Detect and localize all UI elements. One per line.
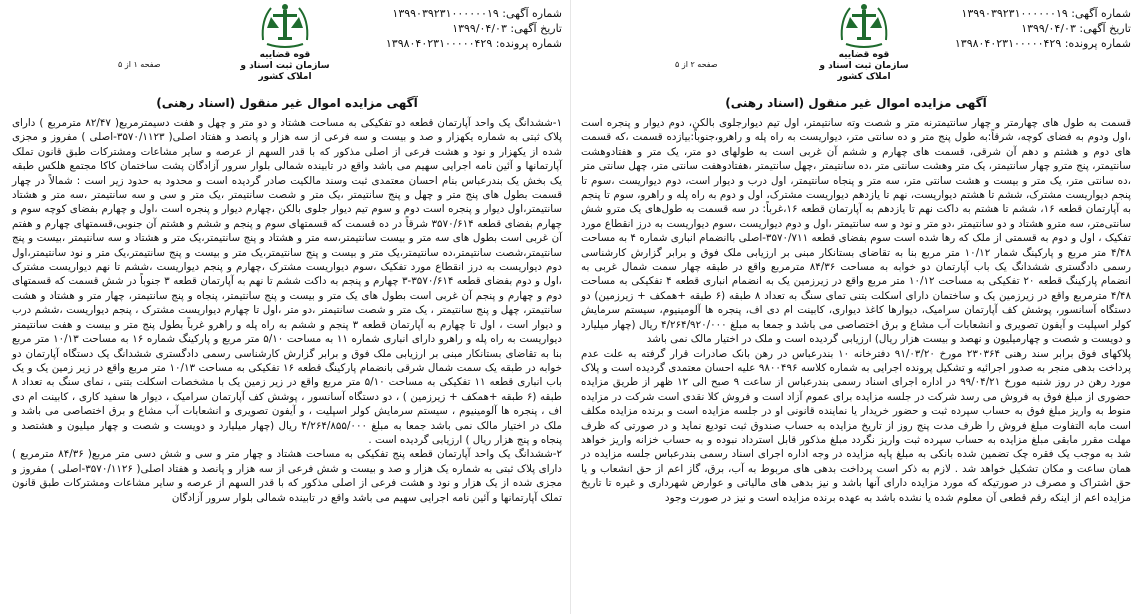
page-number: صفحه ۱ از ۵	[118, 60, 161, 69]
paragraph: پلاکهای فوق برابر سند رهنی ۲۳۰۳۶۴ مورخ ۹۱/۰۳/۲۰ دفترخانه ۱۰ بندرعباس در رهن بانک صادرات قرار گرفته به علت عدم پرداخت بدهی منجر به صدور اجرائیه و تشکیل پرونده اجرایی به شماره کلاسه ۹۸۰۰۴۹۶ علیه احسان معتمدی گردیده است و پلاک مورد رهن در روز شنبه مورخ ۹۹/۰۴/۲۱ در اداره اجرای اسناد رسمی بندرعباس از ساعت ۹ صبح الی ۱۲ ظهر از طریق مزایده حضوری از مبلغ فوق به فروش می رسد شرکت در جلسه مزایده برای عموم آزاد است و فروش کلا نقدی است شرکت در مزایده منوط به واریز مبلغ فوق به حساب سپرده ثبت و حضور خریدار یا نماینده قانونی او در جلسه مزایده است و برنده مزایده مکلف است مابه التفاوت مبلغ فروش را ظرف مدت پنج روز از تاریخ مزایده به حساب صندوق ثبت تودیع نماید و در صورتی که ظرف مهلت مقرر مابقی مبلغ مزایده به حساب سپرده ثبت واریز نگردد مبلغ مذکور قابل استرداد نبوده و به حساب خزانه واریز خواهد شد به موجب یک فقره چک تضمین شده بانکی به مبلغ پایه مزایده در وجه اداره اجرای اسناد رسمی بندرعباس جلسه مزایده در همان ساعت و مکان تشکیل خواهد شد . لازم به ذکر است پرداخت بدهی های مربوط به آب، برق، گاز اعم از حق انشعاب و یا حق اشتراک و مصرف در صورتیکه که مورد مزایده دارای آنها باشد و نیز بدهی های مالیاتی و عوارض شهرداری و غیره تا تاریخ مزایده اعم از اینکه رقم قطعی آن معلوم شده یا نشده باشد به عهده برنده مزایده است و نیز در صورت وجود	[581, 347, 1131, 504]
file-number: شماره پرونده: ۱۳۹۸۰۴۰۲۳۱۰۰۰۰۰۴۲۹	[385, 37, 562, 50]
paragraph: ۲-ششدانگ یک واحد آپارتمان قطعه پنج تفکیکی به مساحت هشتاد و چهار متر و سی و شش دسی متر مربع( ۸۴/۳۶ مترمربع ) دارای پلاک ثبتی به شماره یک هزار و صد و بیست و شش فرعی از سه هزار و پانصد و هفتاد اصلی( ۳۵۷۰/۱۱۲۶-اصلی ) مفروز و مجزی شده از یک هزار و نود و هشت فرعی از اصلی مذکور که با قدر السهم از عرصه و سایر مشاعات ومشترکات طبق قانون تملک آپارتمانها و آئین نامه اجرایی سهیم می باشد واقع در تابینده شمالی بلوار سرور آزادگان	[12, 448, 562, 504]
page-gutter	[570, 0, 571, 614]
file-number: شماره پرونده: ۱۳۹۸۰۴۰۲۳۱۰۰۰۰۰۴۲۹	[954, 37, 1131, 50]
paragraph: ۱-ششدانگ یک واحد آپارتمان قطعه دو تفکیکی به مساحت هشتاد و دو متر و چهل و هفت دسیمترمربع( ۸۲/۴۷ مترمربع ) دارای پلاک ثبتی به شماره یکهزار و صد و بیست و سه فرعی از سه هزار و پانصد و هفتاد اصلی( ۳۵۷۰/۱۱۲۳-اصلی ) مفروز و مجزی شده از یکهزار و نود و هشت فرعی از اصلی مذکور که با قدر السهم از عرصه و سایر مشاعات ومشترکات طبق قانون تملک آپارتمانها و آئین نامه اجرایی سهیم می باشد واقع در تابینده شمالی بلوار سرور آزادگان پشت ساختمان کاکا مجتمع هلکس طبقه یک بخش یک بندرعباس بنام احسان معتمدی ثبت وسند مالکیت صادر گردیده است و محدود به حدود زیر است : شمالاً در چهار قسمت بطول های پنج متر و چهل و پنج سانتیمتر ،یک متر و شصت سانتیمتر ،یک متر و سی و سه سانتیمتر ،سه متر و هشتاد سانتیمتر،اول دیوار و پنجره است دوم و سوم تیم دیوار جلوی بالکن ،چهارم دیوار و پنجره است ،اول و چهارم بفضای کوچه سوم و چهارم بفضای قطعه ۳۵۷۰/۶۱۴ شرقاً در ده قسمت که قسمتهای سوم و پنجم و ششم و هشتم آن جنوبی،قسمتهای چهارم و هفتم آن غربی است بطول های سه متر و بیست سانتیمتر،سه متر و هشتاد و پنج سانتیمتر،یک متر و هشتاد و سه سانتیمتر ،بیست و پنج سانتیمتر،شصت سانتیمتر،ده سانتیمتر،یک متر و بیست و پنج سانتیمتر،یک متر و بیست و پنج سانتیمتر،یک متر و نود سانتیمتر،اول دوم دیواریست به درز انقطاع مورد تفکیک ،سوم دیواریست مشترک ،چهارم و پنجم دیواریست ،ششم تا نهم دیواریست مشترک ،اول و دوم بفضای قطعه ۳۵۷۰/۶۱۴-۳ چهارم و پنجم به داکت ششم تا نهم به آپارتمان قطعه ۳ جنوباً در شش قسمت که قسمتهای دوم و چهارم و پنجم آن غربی است بطول های یک متر و بیست و پنج سانتیمتر، پنجاه و پنج سانتیمتر، چهار متر و هشتاد و هشت سانتیمتر، چهل و پنج سانتیمتر ، یک متر و شصت سانتیمتر ،دو متر ،اول تا چهارم دیواریست مشترک ، پنجم دیواریست ،ششم درب و دیوار است ، اول تا چهارم به آپارتمان قطعه ۳ پنجم و ششم به راه پله و راهرو غرباً بطول پنج متر و بیست و هفت سانتیمتر دیواریست به راه پله و راهرو دارای انباری شماره ۱۱ به مساحت ۵/۱۰ متر مربع و پارکینگ شماره ۱۶ به مساحت ۱۰/۱۳ متر مربع بنا به تقاضای بستانکار مبنی بر ارزیابی ملک فوق و برابر گزارش کارشناسی رسمی دادگستری ششدانگ یک دستگاه آپارتمان دو خوابه در طبقه یک سمت شمال شرقی بانضمام پارکینگ قطعه ۱۶ تفکیکی به مساحت ۱۰/۱۳ متر مربع واقع در زیر زمین یک و یک باب انباری قطعه ۱۱ تفکیکی به مساحت ۵/۱۰ متر مربع واقع در زیر زمین یک با مشخصات اسکلت بتنی ، نمای سنگ به تعداد ۸ طبقه (۶ طبقه +همکف + زیرزمین ) ، دو دستگاه آسانسور ، پوشش کف آپارتمان سرامیک ، دیوار ها سفید کاری ، کابینت ام دی اف ، پنجره ها آلومینیوم ، سیستم سرمایش کولر اسپلیت ، و آیفون تصویری و انشعابات آب مشاع و برق اختصاصی می باشد و ملک در اختیار مالک نمی باشد جمعا به مبلغ ۴/۲۶۴/۸۵۵/۰۰۰ ریال (چهار میلیارد و دویست و شصت و چهار میلیون و هشتصد و پنجاه و پنج هزار ریال ) ارزیابی گردیده است .	[12, 117, 563, 446]
ad-number: شماره آگهی: ۱۳۹۹۰۳۹۲۳۱۰۰۰۰۰۰۱۹	[961, 7, 1131, 20]
emblem-caption: قوه قضاییه	[838, 50, 890, 60]
notice-heading: آگهی مزایده اموال غیر منقول (اسناد رهنی)	[725, 96, 987, 110]
judiciary-emblem	[240, 0, 330, 80]
notice-meta	[386, 6, 562, 51]
document-page-2	[573, 0, 1139, 614]
organization-name: سازمان ثبت اسناد و املاک کشور	[240, 61, 330, 82]
judiciary-emblem	[819, 0, 909, 80]
scales-of-justice-icon	[836, 0, 892, 50]
paragraph: قسمت به طول های چهارمتر و چهار سانتیمترنه متر و شصت وته سانتیمتر، اول تیم دیوارجلوی بالکن، دوم دیوار و پنجره است ،اول ودوم به فضای کوچه، شرقاً:به طول پنج متر و ده سانتی متر، دیواریست به راه پله و راهرو،جنوباً:بیازده قسمت ،که قسمت های دوم و هشتم و دهم آن شرقی، قسمت های چهارم و ششم آن غربی است به طولهای دو متر، یک متر و هفتادوهشت سانتیمتر، پنج مترو چهار سانتیمتر، یک متر وهشت سانتی متر ،ده سانتیمتر ،چهل سانتیمتر ،هفتادوهفت سانتی متر، چهل سانتی متر ،ده سانتی متر، یک متر و بیست و هشت سانتی متر، سه متر و پنجاه سانتیمتر، اول درب و دیوار است، دوم دیواریست ،سوم تا پنجم دیواریست مشترک، ششم تا هشتم دیواریست، نهم تا یازدهم دیواریست مشترک، اول و دوم به راه پله و راهرو، سوم تا پنجم به آپارتمان قطعه ۱۶، ششم تا هشتم به داکت نهم تا یازدهم به آپارتمان قطعه ۱۶،غرباً: در سه قسمت به طول‌های یک مترو شش سانتی‌متر، سه مترو هشتاد و دو سانتیمتر ،دو متر و نود و سه سانتیمتر ،اول و دوم دیواریست ،سوم دیواریست به درز انقطاع مورد تفکیک ، اول و دوم به قسمتی از ملک که رها شده است سوم بفضای قطعه ۳۵۷۰/۷۱۱-اصلی باانضمام انباری شماره ۴ به مساحت ۴/۴۸ متر مربع و پارکینگ شمار ۱۰/۱۲ متر مربع بنا به تقاضای بستانکار مبنی بر ارزیابی ملک فوق و برابر گزارش کارشناسی رسمی دادگستری ششدانگ یک باب آپارتمان دو خوابه به مساحت ۸۴/۳۶ مترمربع واقع در طبقه چهار سمت شمال غربی به انضمام پارکینگ قطعه ۲۰ تفکیکی به مساحت ۱۰/۱۲ متر مربع واقع در زیرزمین یک به انضمام انباری قطعه ۴ تفکیکی به مساحت ۴/۴۸ مترمربع واقع در زیرزمین یک و ساختمان دارای اسکلت بتنی تمای سنگ به تعداد ۸ طبقه (۶ طبقه +همکف + زیرزمین) دو دستگاه آسانسور، پوشش کف آپارتمان سرامیک، دیوارها کاغذ دیواری، کابینت ام دی اف، پنجره ها آلومینیوم، سیستم سرمایش کولر اسپلیت و آیفون تصویری و انشعابات آب مشاع و برق اختصاصی می باشد و جمعا به مبلغ ۴/۲۶۴/۹۲۰/۰۰۰ ریال (چهار میلیارد و دویست و شصت و چهارمیلیون و نهصد و بیست هزار ریال) ارزیابی گردیده است و ملک در اختیار مالک نمی باشد	[581, 117, 1132, 346]
ad-number: شماره آگهی: ۱۳۹۹۰۳۹۲۳۱۰۰۰۰۰۰۱۹	[392, 7, 562, 20]
scales-of-justice-icon	[257, 0, 313, 50]
document-page-1	[4, 0, 570, 614]
ad-date: تاریخ آگهی: ۱۳۹۹/۰۴/۰۳	[452, 22, 562, 35]
organization-name: سازمان ثبت اسناد و املاک کشور	[819, 61, 909, 82]
emblem-caption: قوه قضاییه	[259, 50, 311, 60]
notice-body	[12, 116, 562, 505]
notice-heading: آگهی مزایده اموال غیر منقول (اسناد رهنی)	[156, 96, 418, 110]
notice-body	[581, 116, 1131, 505]
ad-date: تاریخ آگهی: ۱۳۹۹/۰۴/۰۳	[1021, 22, 1131, 35]
notice-meta	[955, 6, 1131, 51]
page-number: صفحه ۲ از ۵	[675, 60, 718, 69]
